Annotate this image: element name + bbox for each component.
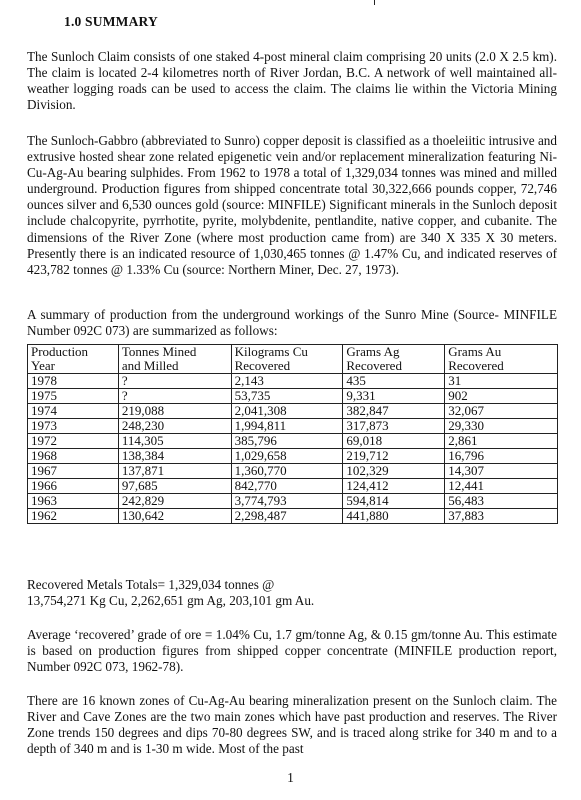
header-kilograms-cu: Kilograms Cu Recovered <box>231 345 343 374</box>
paragraph-average-grade: Average ‘recovered’ grade of ore = 1.04% Cu, 1.7 gm/tonne Ag, & 0.15 gm/tonne Au. This estimate is based on production figures from shipped copper concentrate (MINFILE production report, Number 092C 073, 1962-78). <box>27 627 557 675</box>
table-cell: 1978 <box>28 374 119 389</box>
paragraph-mineralization-zones: There are 16 known zones of Cu-Ag-Au bearing mineralization present on the Sunloch claim. The River and Cave Zones are the two main zones which have past production and reserves. The River Zone trends 150 degrees and dips 70-80 degrees SW, and is traced along strike for 340 m and to a depth of 340 m and is 1-30 m wide. Most of the past <box>27 693 557 757</box>
table-cell: 138,384 <box>118 449 231 464</box>
table-row <box>28 479 558 494</box>
table-cell: ? <box>118 374 231 389</box>
table-row <box>28 389 558 404</box>
table-row <box>28 404 558 419</box>
paragraph-table-intro: A summary of production from the underground workings of the Sunro Mine (Source- MINFILE Number 092C 073) are summarized as follows: <box>27 307 557 339</box>
table-cell: 37,883 <box>445 509 558 524</box>
table-cell: 1967 <box>28 464 119 479</box>
table-cell: 3,774,793 <box>231 494 343 509</box>
table-cell: 1,029,658 <box>231 449 343 464</box>
table-cell: 97,685 <box>118 479 231 494</box>
header-grams-ag: Grams Ag Recovered <box>343 345 445 374</box>
table-cell: 12,441 <box>445 479 558 494</box>
table-cell: 2,143 <box>231 374 343 389</box>
table-cell: 124,412 <box>343 479 445 494</box>
table-row <box>28 434 558 449</box>
table-cell: 1,360,770 <box>231 464 343 479</box>
table-cell: 130,642 <box>118 509 231 524</box>
table-body <box>28 374 558 524</box>
table-cell: 842,770 <box>231 479 343 494</box>
table-cell: 32,067 <box>445 404 558 419</box>
table-cell: 14,307 <box>445 464 558 479</box>
table-row <box>28 374 558 389</box>
paragraph-recovered-totals: Recovered Metals Totals= 1,329,034 tonnes @ 13,754,271 Kg Cu, 2,262,651 gm Ag, 203,101 gm Au. <box>27 577 315 609</box>
table-cell: 1968 <box>28 449 119 464</box>
table-cell: 2,861 <box>445 434 558 449</box>
table-cell: 1963 <box>28 494 119 509</box>
scan-mark <box>374 0 375 5</box>
table-cell: 385,796 <box>231 434 343 449</box>
table-cell: 242,829 <box>118 494 231 509</box>
table-cell: 56,483 <box>445 494 558 509</box>
table-cell: ? <box>118 389 231 404</box>
table-cell: 29,330 <box>445 419 558 434</box>
table-cell: 1975 <box>28 389 119 404</box>
table-cell: 16,796 <box>445 449 558 464</box>
table-cell: 2,298,487 <box>231 509 343 524</box>
header-tonnes-mined: Tonnes Mined and Milled <box>118 345 231 374</box>
table-row <box>28 449 558 464</box>
table-cell: 137,871 <box>118 464 231 479</box>
table-cell: 9,331 <box>343 389 445 404</box>
production-table <box>27 344 558 524</box>
table-cell: 219,712 <box>343 449 445 464</box>
table-cell: 248,230 <box>118 419 231 434</box>
table-cell: 2,041,308 <box>231 404 343 419</box>
table-cell: 219,088 <box>118 404 231 419</box>
table-cell: 1,994,811 <box>231 419 343 434</box>
table-cell: 1962 <box>28 509 119 524</box>
paragraph-claim-description: The Sunloch Claim consists of one staked 4-post mineral claim comprising 20 units (2.0 X 2.5 km). The claim is located 2-4 kilometres north of River Jordan, B.C. A network of well maintained all-weather logging roads can be used to access the claim. The claims lie within the Victoria Mining Division. <box>27 49 557 113</box>
table-row <box>28 464 558 479</box>
table-cell: 435 <box>343 374 445 389</box>
table-header-row <box>28 345 558 374</box>
paragraph-deposit-description: The Sunloch-Gabbro (abbreviated to Sunro) copper deposit is classified as a thoeleiitic intrusive and extrusive hosted shear zone related epigenetic vein and/or replacement mineralization featuring Ni-Cu-Ag-Au bearing sulphides. From 1962 to 1978 a total of 1,329,034 tonnes was mined and milled underground. Production figures from shipped concentrate total 30,322,666 pounds copper, 72,746 ounces silver and 6,530 ounces gold (source: MINFILE) Significant minerals in the Sunloch deposit include chalcopyrite, pyrrhotite, pyrite, molybdenite, pentlandite, native copper, and cubanite. The dimensions of the River Zone (where most production came from) are 340 X 335 X 30 meters. Presently there is an indicated resource of 1,030,465 tonnes @ 1.47% Cu, and indicated reserves of 423,782 tonnes @ 1.33% Cu (source: Northern Miner, Dec. 27, 1973). <box>27 133 557 277</box>
page-number: 1 <box>287 770 294 785</box>
table-cell: 53,735 <box>231 389 343 404</box>
table-cell: 1972 <box>28 434 119 449</box>
table-cell: 31 <box>445 374 558 389</box>
table-cell: 382,847 <box>343 404 445 419</box>
table-row <box>28 419 558 434</box>
header-grams-au: Grams Au Recovered <box>445 345 558 374</box>
table-cell: 317,873 <box>343 419 445 434</box>
table-cell: 594,814 <box>343 494 445 509</box>
table-row <box>28 494 558 509</box>
table-cell: 1973 <box>28 419 119 434</box>
table-cell: 114,305 <box>118 434 231 449</box>
header-production-year: Production Year <box>28 345 119 374</box>
table-cell: 69,018 <box>343 434 445 449</box>
table-cell: 1966 <box>28 479 119 494</box>
table-cell: 1974 <box>28 404 119 419</box>
table-cell: 902 <box>445 389 558 404</box>
table-cell: 102,329 <box>343 464 445 479</box>
section-heading: 1.0 SUMMARY <box>64 14 158 29</box>
table-cell: 441,880 <box>343 509 445 524</box>
table-row <box>28 509 558 524</box>
